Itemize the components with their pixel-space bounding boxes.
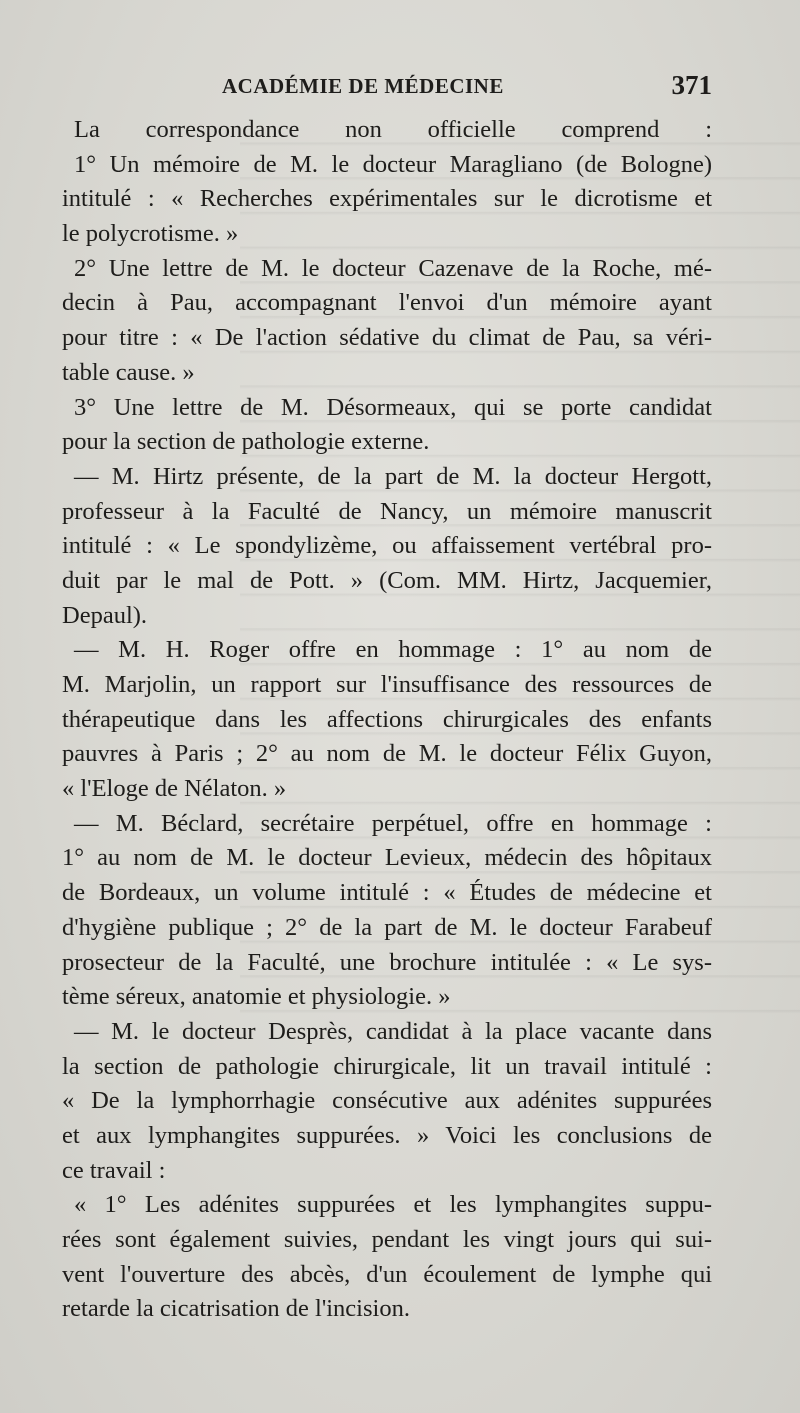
text-line: intitulé : « Recherches expérimentales sur le dicrotisme et xyxy=(62,185,712,213)
text-line: « 1° Les adénites suppurées et les lymphangites suppu- xyxy=(74,1191,712,1219)
text-line: de Bordeaux, un volume intitulé : « Études de médecine et xyxy=(62,879,712,907)
text-line: vent l'ouverture des abcès, d'un écoulement de lymphe qui xyxy=(62,1260,712,1288)
text-line: tème séreux, anatomie et physiologie. » xyxy=(62,983,451,1011)
text-line: pour la section de pathologie externe. xyxy=(62,428,430,456)
text-line: rées sont également suivies, pendant les vingt jours qui sui- xyxy=(62,1226,712,1253)
running-head: ACADÉMIE DE MÉDECINE xyxy=(222,74,504,98)
text-line: La correspondance non officielle comprend : xyxy=(74,116,712,143)
text-line: Depaul). xyxy=(62,601,148,629)
page-number: 371 xyxy=(671,70,712,100)
text-line: ce travail : xyxy=(62,1156,166,1184)
text-line: — M. Béclard, secrétaire perpétuel, offre en hommage : xyxy=(74,809,712,837)
text-line: pour titre : « De l'action sédative du climat de Pau, sa véri- xyxy=(62,324,712,352)
text-line: 1° Un mémoire de M. le docteur Maragliano (de Bologne) xyxy=(74,150,712,178)
text-line: d'hygiène publique ; 2° de la part de M. le docteur Farabeuf xyxy=(62,913,712,941)
text-line: decin à Pau, accompagnant l'envoi d'un mémoire ayant xyxy=(62,289,712,317)
text-line: prosecteur de la Faculté, une brochure intitulée : « Le sys- xyxy=(62,948,712,976)
text-line: — M. Hirtz présente, de la part de M. la docteur Hergott, xyxy=(74,462,712,490)
text-line: la section de pathologie chirurgicale, lit un travail intitulé : xyxy=(62,1052,712,1080)
text-line: « l'Eloge de Nélaton. » xyxy=(62,775,287,803)
text-line: M. Marjolin, un rapport sur l'insuffisance des ressources de xyxy=(62,671,712,698)
text-line: 2° Une lettre de M. le docteur Cazenave de la Roche, mé- xyxy=(74,254,712,282)
text-line: professeur à la Faculté de Nancy, un mémoire manuscrit xyxy=(62,497,712,525)
body-text xyxy=(62,113,712,1327)
text-line: et aux lymphangites suppurées. » Voici les conclusions de xyxy=(62,1121,712,1149)
text-line: intitulé : « Le spondylizème, ou affaissement vertébral pro- xyxy=(62,532,712,560)
text-line: thérapeutique dans les affections chirurgicales des enfants xyxy=(62,705,712,733)
text-line: pauvres à Paris ; 2° au nom de M. le docteur Félix Guyon, xyxy=(62,740,712,768)
text-line: 1° au nom de M. le docteur Levieux, médecin des hôpitaux xyxy=(62,844,712,872)
text-line: « De la lymphorrhagie consécutive aux adénites suppurées xyxy=(62,1087,712,1115)
text-line: — M. H. Roger offre en hommage : 1° au nom de xyxy=(74,636,712,664)
text-line: le polycrotisme. » xyxy=(62,220,239,248)
text-line: — M. le docteur Desprès, candidat à la place vacante dans xyxy=(74,1017,712,1045)
text-line: 3° Une lettre de M. Désormeaux, qui se porte candidat xyxy=(74,393,712,421)
text-line: table cause. » xyxy=(62,358,195,386)
page-header xyxy=(62,70,712,110)
text-line: retarde la cicatrisation de l'incision. xyxy=(62,1295,410,1323)
text-line: duit par le mal de Pott. » (Com. MM. Hirtz, Jacquemier, xyxy=(62,566,712,594)
